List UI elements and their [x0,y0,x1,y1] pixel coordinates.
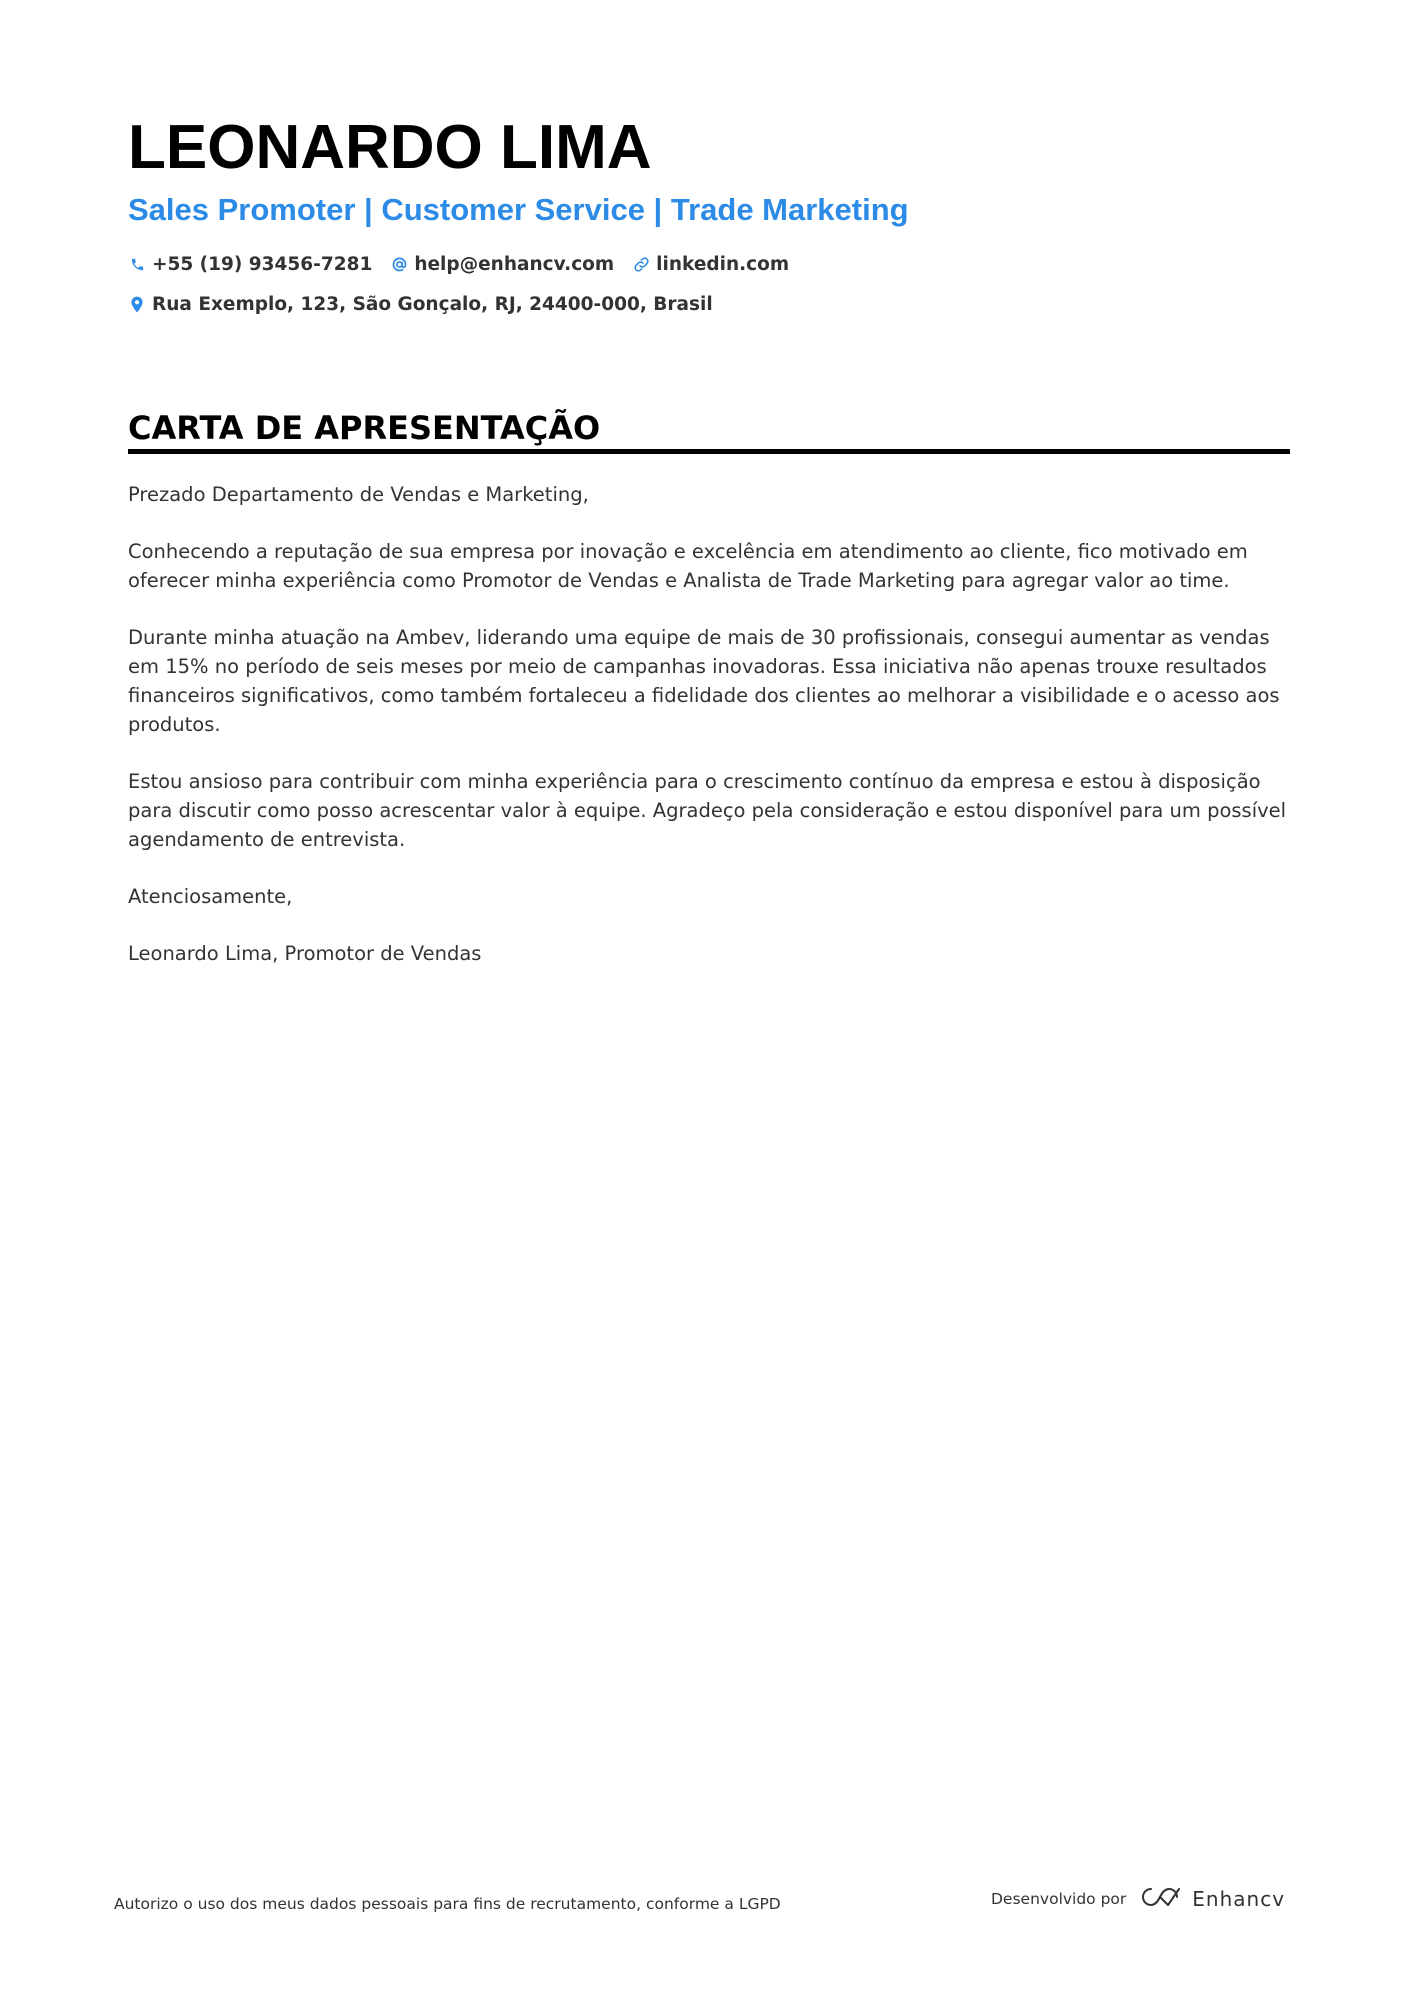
letter-paragraph: Estou ansioso para contribuir com minha experiência para o crescimento contínuo da empresa e estou à disposição para discutir como posso acrescentar valor à equipe. Agradeço pela consideração e estou disponível para um possível agendamento de entrevista. [128,770,1287,851]
candidate-headline: Sales Promoter | Customer Service | Trade Marketing [128,192,909,227]
letter-salutation: Prezado Departamento de Vendas e Marketing, [128,483,589,506]
letter-signature: Leonardo Lima, Promotor de Vendas [128,942,482,965]
contact-row-primary [128,254,807,275]
contact-website[interactable] [632,254,789,275]
location-pin-icon [128,296,146,314]
letter-paragraph: Conhecendo a reputação de sua empresa por inovação e excelência em atendimento ao cliente, fico motivado em oferecer minha experiência como Promotor de Vendas e Analista de Trade Marketing para agregar valor ao time. [128,540,1248,592]
contact-address [128,294,713,315]
section-divider [128,449,1290,454]
contact-email[interactable] [390,254,614,275]
letter-paragraph: Durante minha atuação na Ambev, liderando uma equipe de mais de 30 profissionais, consegui aumentar as vendas em 15% no período de seis meses por meio de campanhas inovadoras. Essa iniciativa não apenas trouxe resultados financeiros significativos, como também fortaleceu a fidelidade dos clientes ao melhorar a visibilidade e o acesso aos produtos. [128,626,1280,736]
phone-text: +55 (19) 93456-7281 [152,254,373,275]
link-icon [632,256,650,274]
letter-closing: Atenciosamente, [128,885,293,908]
phone-icon [128,256,146,274]
candidate-name: LEONARDO LIMA [128,113,652,182]
contact-phone[interactable] [128,254,372,275]
address-text: Rua Exemplo, 123, São Gonçalo, RJ, 24400-000, Brasil [152,294,713,315]
brand-name: Enhancv [1192,1887,1286,1911]
letter-body [128,480,1290,996]
footer-consent-text: Autorizo o uso dos meus dados pessoais para fins de recrutamento, conforme a LGPD [114,1895,781,1913]
at-icon [390,256,408,274]
enhancv-logo-icon [1138,1884,1184,1914]
email-text: help@enhancv.com [414,254,615,275]
contact-row-secondary [128,294,731,315]
powered-by-text: Desenvolvido por [991,1890,1127,1908]
section-title: CARTA DE APRESENTAÇÃO [128,409,601,447]
footer-brand[interactable] [991,1884,1285,1914]
website-text: linkedin.com [656,254,790,275]
